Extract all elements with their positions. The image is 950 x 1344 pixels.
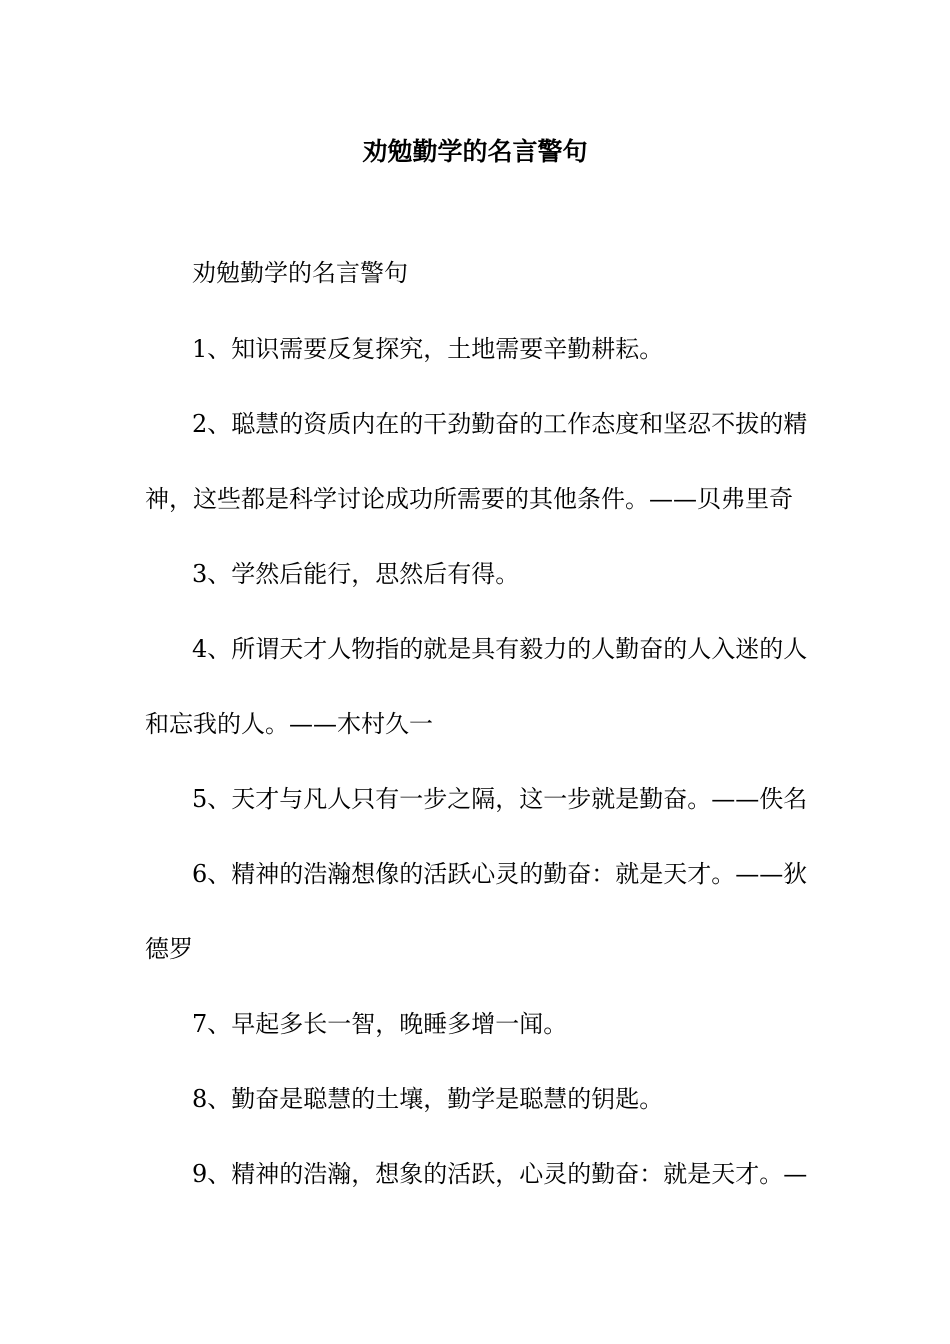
paragraph-line: 5、天才与凡人只有一步之隔，这一步就是勤奋。——佚名 [192, 785, 808, 813]
paragraph-line: 和忘我的人。——木村久一 [145, 710, 433, 738]
paragraph-line: 8、勤奋是聪慧的土壤，勤学是聪慧的钥匙。 [192, 1085, 664, 1113]
paragraph-line: 4、所谓天才人物指的就是具有毅力的人勤奋的人入迷的人 [192, 635, 808, 663]
paragraph-line: 9、精神的浩瀚，想象的活跃，心灵的勤奋：就是天才。— [192, 1160, 808, 1188]
document-title: 劝勉勤学的名言警句 [362, 137, 588, 166]
paragraph-line: 2、聪慧的资质内在的干劲勤奋的工作态度和坚忍不拔的精 [192, 410, 808, 438]
paragraph-line: 1、知识需要反复探究，土地需要辛勤耕耘。 [192, 335, 664, 363]
paragraph-line: 7、早起多长一智，晚睡多增一闻。 [192, 1010, 568, 1038]
subheading: 劝勉勤学的名言警句 [192, 259, 408, 287]
paragraph-line: 3、学然后能行，思然后有得。 [192, 560, 520, 588]
paragraph-line: 德罗 [145, 935, 193, 963]
paragraph-line: 神，这些都是科学讨论成功所需要的其他条件。——贝弗里奇 [145, 485, 793, 513]
paragraph-line: 6、精神的浩瀚想像的活跃心灵的勤奋：就是天才。——狄 [192, 860, 808, 888]
